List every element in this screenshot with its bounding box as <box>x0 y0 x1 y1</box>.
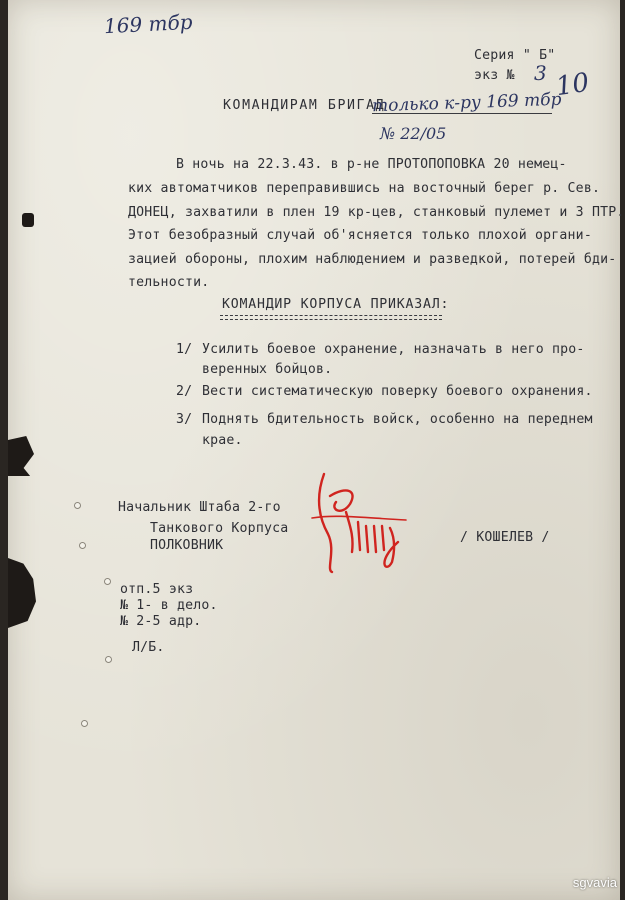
document-title: КОМАНДИРАМ БРИГАД <box>223 98 386 113</box>
distribution-line: № 2-5 адр. <box>120 614 202 629</box>
punch-hole <box>105 656 112 663</box>
body-line: В ночь на 22.3.43. в р-не ПРОТОПОПОВКА 20 немец- <box>176 157 567 172</box>
handwritten-copy-digit: 3 <box>534 61 547 85</box>
signature-title: Начальник Штаба 2-го <box>118 500 281 515</box>
punch-hole <box>81 720 88 727</box>
body-line: тельности. <box>128 275 210 290</box>
distribution-line: Л/Б. <box>132 640 165 655</box>
order-line: веренных бойцов. <box>202 362 333 377</box>
red-signature <box>306 466 416 576</box>
order-line: Поднять бдительность войск, особенно на переднем <box>202 412 593 427</box>
series-label: Серия " Б" <box>474 48 556 63</box>
signature-unit: Танкового Корпуса <box>150 521 289 536</box>
document-page <box>8 0 625 900</box>
order-number: 2/ <box>176 384 193 399</box>
body-line: ДОНЕЦ, захватили в плен 19 кр-цев, станковый пулемет и 3 ПТР. <box>128 205 625 220</box>
punch-hole <box>104 578 111 585</box>
signature-rank: ПОЛКОВНИК <box>150 538 224 553</box>
order-line: Вести систематическую поверку боевого охранения. <box>202 384 593 399</box>
punch-hole <box>79 542 86 549</box>
distribution-line: № 1- в дело. <box>120 598 218 613</box>
order-line: Усилить боевое охранение, назначать в него про- <box>202 342 585 357</box>
copy-label: экз № <box>474 68 515 83</box>
body-line: Этот безобразный случай об'ясняется только плохой органи- <box>128 228 592 243</box>
distribution-line: отп.5 экз <box>120 582 194 597</box>
order-number: 1/ <box>176 342 193 357</box>
order-line: крае. <box>202 433 243 448</box>
addressee-underline <box>372 113 552 114</box>
handwritten-copy-number: 10 <box>554 67 592 103</box>
signature-name: / КОШЕЛЕВ / <box>460 530 550 545</box>
handwritten-addressee-note: только к-ру 169 тбр <box>371 89 562 117</box>
order-heading: КОМАНДИР КОРПУСА ПРИКАЗАЛ: <box>222 297 450 312</box>
order-number: 3/ <box>176 412 193 427</box>
handwritten-doc-number: № 22/05 <box>380 124 447 143</box>
body-line: зацией обороны, плохим наблюдением и разведкой, потерей бди- <box>128 252 617 267</box>
heading-double-underline <box>220 319 442 320</box>
tear-mark-1 <box>8 436 34 476</box>
heading-double-underline <box>220 315 442 316</box>
tear-mark-2 <box>8 558 36 628</box>
body-line: ких автоматчиков переправившись на восточный берег р. Сев. <box>128 181 601 196</box>
handwritten-brigade-note: 169 тбр <box>103 9 194 39</box>
watermark: sgvavia <box>572 875 617 890</box>
tear-mark-3 <box>22 213 34 227</box>
punch-hole <box>74 502 81 509</box>
